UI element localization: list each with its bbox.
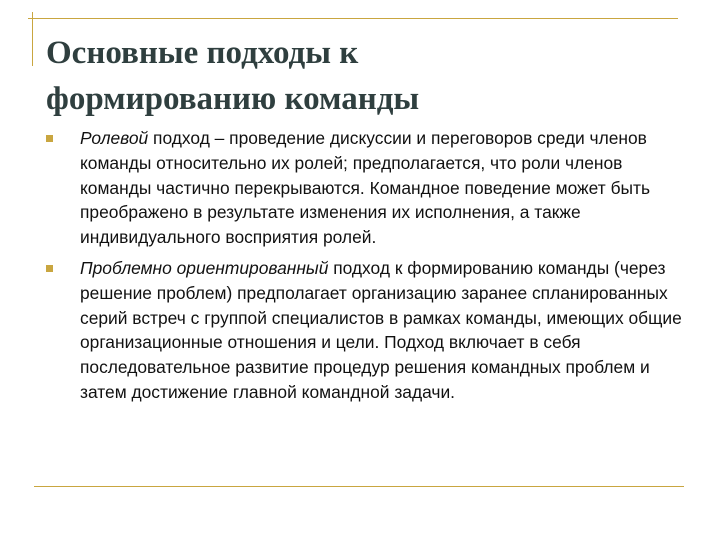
bullet-emphasis: Проблемно ориентированный [80, 257, 329, 278]
bullet-item-role-approach [44, 126, 684, 250]
slide-title [46, 30, 666, 122]
bullet-list [44, 126, 684, 411]
bullet-item-problem-approach [44, 256, 684, 405]
square-bullet-icon [46, 135, 53, 142]
bullet-emphasis: Ролевой [80, 128, 149, 148]
bullet-text: подход – проведение дискуссии и переговоров среди членов команды относительно их ролей; предполагается, что роли членов команды частично перекрываются. Командное поведение может быть преображено в результате изменения их исполнения, а также индивидуального восприятия ролей. [80, 128, 651, 248]
slide-title-line-2: формированию команды [46, 81, 420, 117]
top-divider [28, 18, 678, 19]
slide-title-line-1: Основные подходы к [46, 35, 359, 71]
bottom-divider [34, 486, 684, 487]
left-divider [32, 12, 33, 66]
bullet-text: подход к формированию команды (через решение проблем) предполагает организацию заранее спланированных серий встреч с группой специалистов в рамках команды, имеющих общие организационные отношения и цели. Подход включает в себя последовательное развитие процедур решения командных проблем и затем достижение главной командной задачи. [80, 257, 682, 402]
square-bullet-icon [46, 265, 53, 272]
